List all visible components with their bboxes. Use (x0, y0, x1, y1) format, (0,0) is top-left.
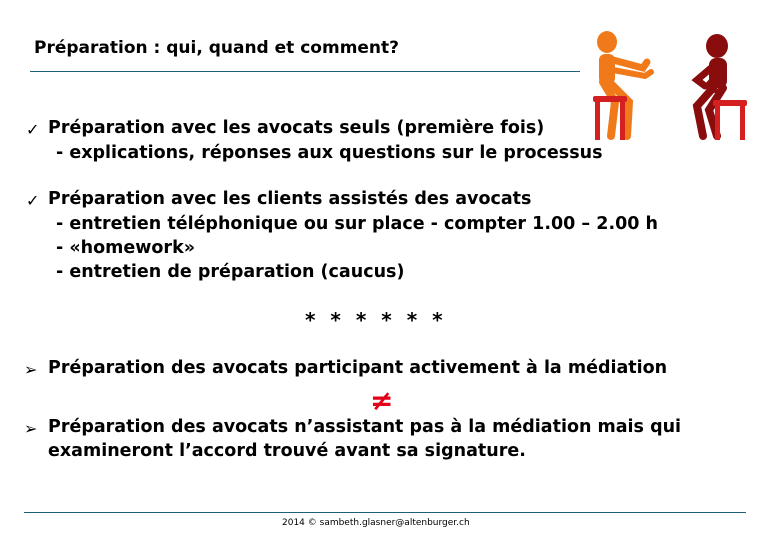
section3-line: Préparation des avocats participant activement à la médiation (48, 358, 668, 378)
section4-line2: examineront l’accord trouvé avant sa signature. (48, 441, 526, 461)
section2-item: - entretien de préparation (caucus) (56, 262, 405, 282)
not-equal-icon: ≠ (370, 384, 394, 417)
two-figures-illustration (585, 28, 760, 148)
section1-item: - explications, réponses aux questions sur le processus (56, 143, 603, 163)
section2-heading: Préparation avec les clients assistés des avocats (48, 189, 532, 209)
checkmark-icon: ✓ (26, 191, 40, 210)
section1-heading: Préparation avec les avocats seuls (première fois) (48, 118, 545, 138)
footer-text: 2014 © sambeth.glasner@altenburger.ch (282, 518, 470, 528)
orange-figure-icon (593, 31, 651, 140)
slide-title: Préparation : qui, quand et comment? (34, 38, 400, 58)
section4-line1: Préparation des avocats n’assistant pas à la médiation mais qui (48, 417, 682, 437)
dark-red-figure-icon (697, 34, 747, 140)
arrow-bullet-icon: ➢ (24, 360, 38, 379)
separator-stars: * * * * * * (305, 308, 447, 332)
section2-item: - entretien téléphonique ou sur place - compter 1.00 – 2.00 h (56, 214, 658, 234)
checkmark-icon: ✓ (26, 120, 40, 139)
arrow-bullet-icon: ➢ (24, 419, 38, 438)
section2-item: - «homework» (56, 238, 196, 258)
footer-rule (24, 512, 746, 513)
title-underline (30, 71, 580, 72)
